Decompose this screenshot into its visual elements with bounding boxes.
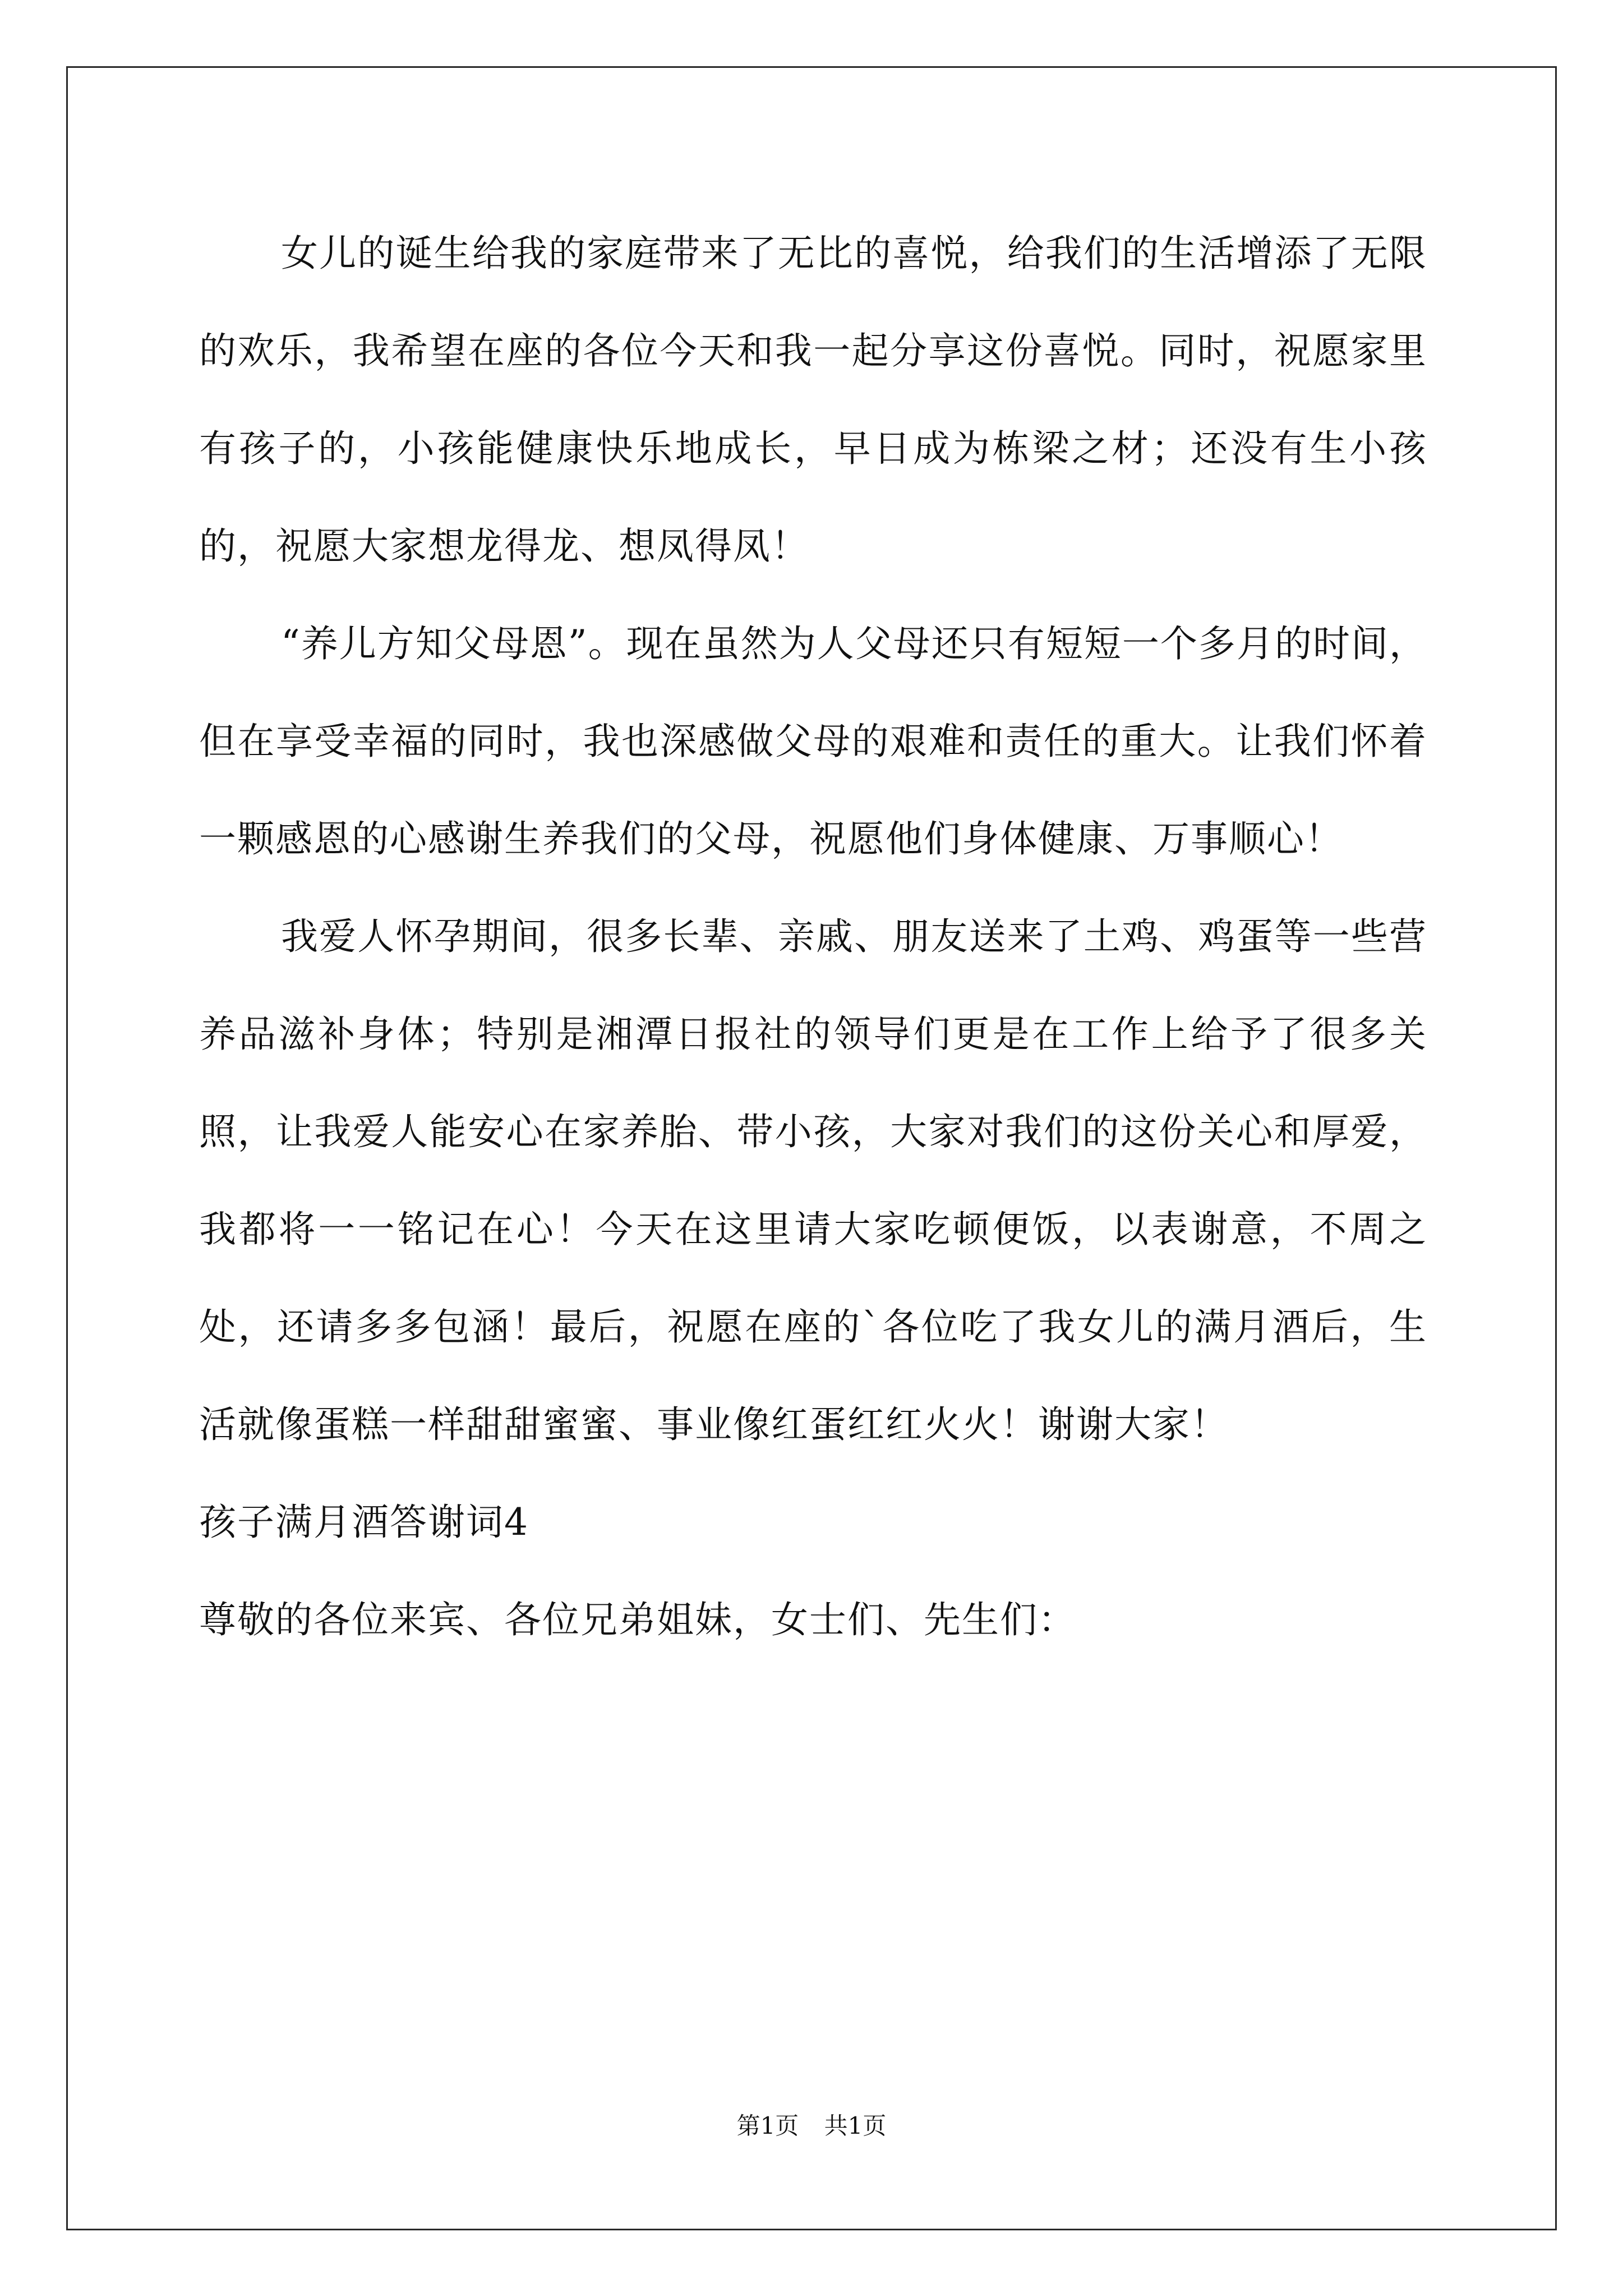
paragraph-1: 女儿的诞生给我的家庭带来了无比的喜悦，给我们的生活增添了无限的欢乐，我希望在座的各位今天和我一起分享这份喜悦。同时，祝愿家里有孩子的，小孩能健康快乐地成长，早日成为栋梁之材；还没有生小孩的，祝愿大家想龙得龙、想凤得凤！	[199, 232, 1427, 568]
paragraph-3: 我爱人怀孕期间，很多长辈、亲戚、朋友送来了土鸡、鸡蛋等一些营养品滋补身体；特别是湘潭日报社的领导们更是在工作上给予了很多关照，让我爱人能安心在家养胎、带小孩，大家对我们的这份关心和厚爱，我都将一一铭记在心！今天在这里请大家吃顿便饭，以表谢意，不周之处，还请多多包涵！最后，祝愿在座的`各位吃了我女儿的满月酒后，生活就像蛋糕一样甜甜蜜蜜、事业像红蛋红红火火！谢谢大家！	[199, 915, 1427, 1446]
document-body	[199, 205, 1427, 1669]
page-number: 第1页	[736, 2112, 799, 2139]
section-title: 孩子满月酒答谢词4	[199, 1501, 529, 1544]
salutation: 尊敬的各位来宾、各位兄弟姐妹，女士们、先生们：	[199, 1598, 1076, 1641]
page-total: 共1页	[824, 2112, 887, 2139]
page-footer	[0, 2109, 1623, 2143]
paragraph-2: “养儿方知父母恩”。现在虽然为人父母还只有短短一个多月的时间，但在享受幸福的同时，我也深感做父母的艰难和责任的重大。让我们怀着一颗感恩的心感谢生养我们的父母，祝愿他们身体健康、万事顺心！	[199, 622, 1427, 861]
